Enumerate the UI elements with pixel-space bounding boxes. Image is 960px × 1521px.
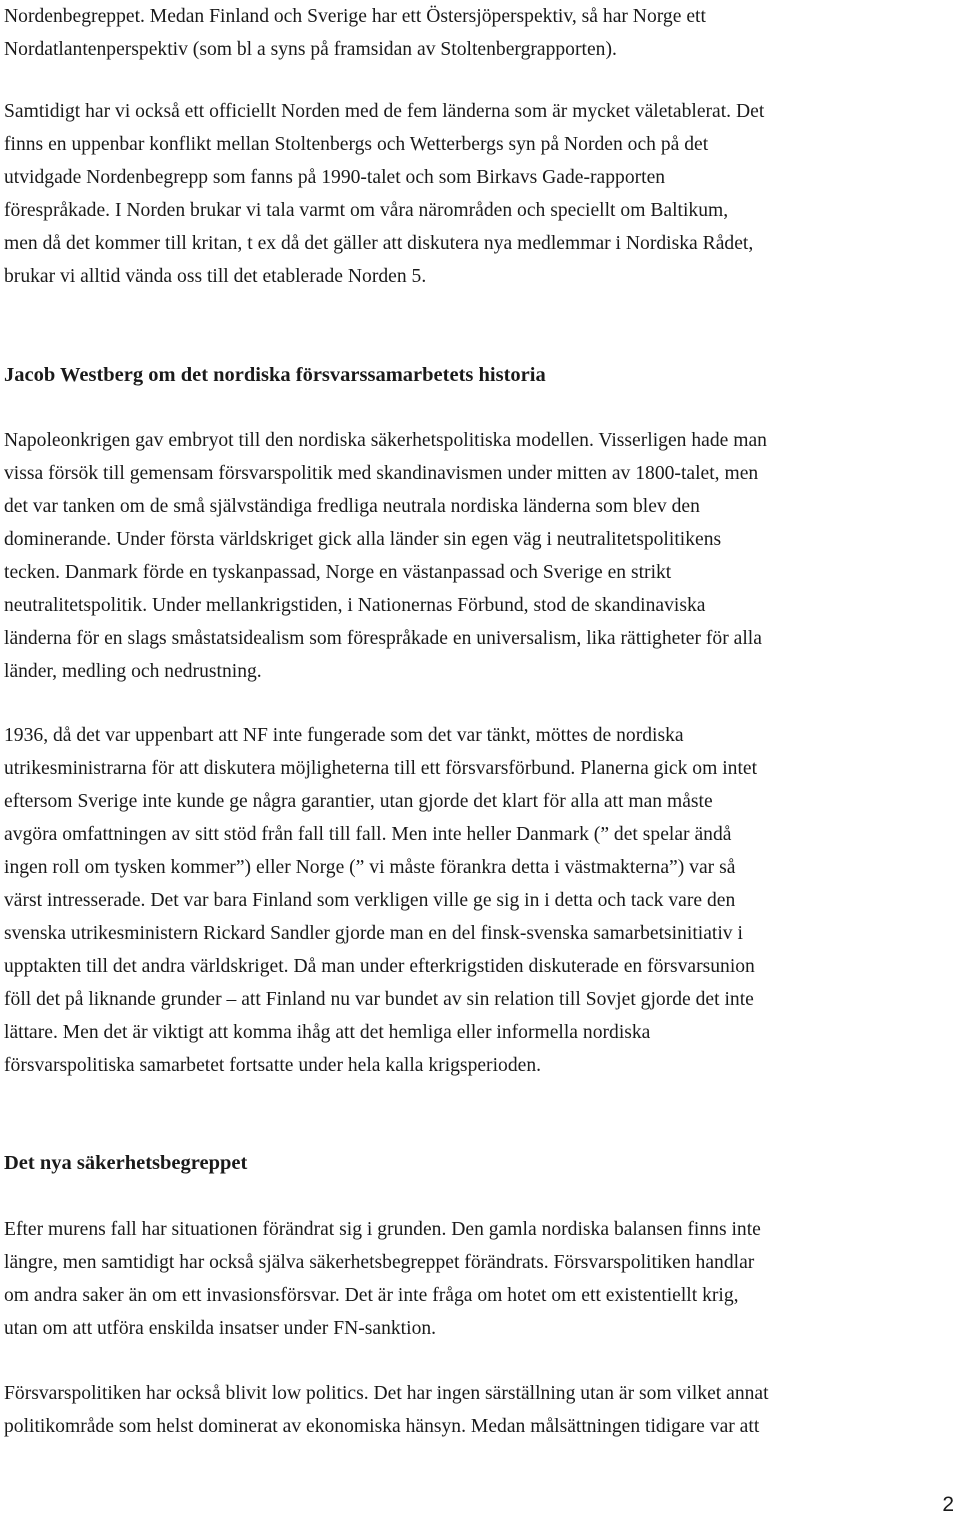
text-line: vissa försök till gemensam försvarspolitik med skandinavismen under mitten av 1800-talet, men <box>4 463 759 484</box>
paragraph-after-wall <box>4 1213 956 1345</box>
text-line: Nordenbegreppet. Medan Finland och Sverige har ett Östersjöperspektiv, så har Norge ett <box>4 6 706 27</box>
text-line: om andra saker än om ett invasionsförsvar. Det är inte fråga om hotet om ett existentiellt krig, <box>4 1285 739 1306</box>
text-line: Napoleonkrigen gav embryot till den nordiska säkerhetspolitiska modellen. Visserligen hade man <box>4 430 767 451</box>
text-line: det var tanken om de små självständiga fredliga neutrala nordiska länderna som blev den <box>4 496 700 517</box>
text-line: länder, medling och nedrustning. <box>4 661 262 682</box>
text-line: förespråkade. I Norden brukar vi tala varmt om våra närområden och speciellt om Baltikum, <box>4 200 729 221</box>
text-line: försvarspolitiska samarbetet fortsatte under hela kalla krigsperioden. <box>4 1055 542 1076</box>
paragraph-intro-continued <box>4 0 956 66</box>
paragraph-official-norden <box>4 95 956 293</box>
section-heading-security-concept: Det nya säkerhetsbegreppet <box>4 1152 248 1174</box>
paragraph-napoleon <box>4 424 956 688</box>
text-line: finns en uppenbar konflikt mellan Stoltenbergs och Wetterbergs syn på Norden och på det <box>4 134 709 155</box>
text-line: längre, men samtidigt har också själva säkerhetsbegreppet förändrats. Försvarspolitiken handlar <box>4 1252 755 1273</box>
text-line: eftersom Sverige inte kunde ge några garantier, utan gjorde det klart för alla att man måste <box>4 791 713 812</box>
text-line: Samtidigt har vi också ett officiellt Norden med de fem länderna som är mycket väletablerat. Det <box>4 101 765 122</box>
paragraph-1936 <box>4 719 956 1082</box>
text-line: politikområde som helst dominerat av ekonomiska hänsyn. Medan målsättningen tidigare var att <box>4 1416 760 1437</box>
page-number: 2 <box>942 1493 954 1516</box>
text-line: föll det på liknande grunder – att Finland nu var bundet av sin relation till Sovjet gjorde det inte <box>4 989 754 1010</box>
text-line: utvidgade Nordenbegrepp som fanns på 1990-talet och som Birkavs Gade-rapporten <box>4 167 666 188</box>
text-line: Efter murens fall har situationen förändrat sig i grunden. Den gamla nordiska balansen finns inte <box>4 1219 761 1240</box>
text-line: neutralitetspolitik. Under mellankrigstiden, i Nationernas Förbund, stod de skandinaviska <box>4 595 706 616</box>
text-line: utrikesministrarna för att diskutera möjligheterna till ett försvarsförbund. Planerna gick om intet <box>4 758 758 779</box>
text-line: tecken. Danmark förde en tyskanpassad, Norge en västanpassad och Sverige en strikt <box>4 562 672 583</box>
section-heading-westberg: Jacob Westberg om det nordiska försvarssamarbetets historia <box>4 364 546 386</box>
text-line: lättare. Men det är viktigt att komma ihåg att det hemliga eller informella nordiska <box>4 1022 651 1043</box>
text-line: länderna för en slags småstatsidealism som förespråkade en universalism, lika rättigheter för alla <box>4 628 762 649</box>
paragraph-low-politics <box>4 1377 956 1443</box>
text-line: värst intresserade. Det var bara Finland som verkligen ville ge sig in i detta och tack vare den <box>4 890 736 911</box>
text-line: ingen roll om tysken kommer”) eller Norge (” vi måste förankra detta i västmakterna”) var så <box>4 857 736 878</box>
text-line: avgöra omfattningen av sitt stöd från fall till fall. Men inte heller Danmark (” det spelar ändå <box>4 824 732 845</box>
text-line: upptakten till det andra världskriget. Då man under efterkrigstiden diskuterade en försvarsunion <box>4 956 755 977</box>
text-line: dominerande. Under första världskriget gick alla länder sin egen väg i neutralitetspolitikens <box>4 529 722 550</box>
text-line: brukar vi alltid vända oss till det etablerade Norden 5. <box>4 266 427 287</box>
text-line: utan om att utföra enskilda insatser under FN-sanktion. <box>4 1318 437 1339</box>
text-line: Nordatlantenperspektiv (som bl a syns på framsidan av Stoltenbergrapporten). <box>4 39 617 60</box>
text-line: 1936, då det var uppenbart att NF inte fungerade som det var tänkt, möttes de nordiska <box>4 725 684 746</box>
text-line: Försvarspolitiken har också blivit low politics. Det har ingen särställning utan är som vilket annat <box>4 1383 769 1404</box>
text-line: svenska utrikesministern Rickard Sandler gjorde man en del finsk-svenska samarbetsinitiativ i <box>4 923 743 944</box>
text-line: men då det kommer till kritan, t ex då det gäller att diskutera nya medlemmar i Nordiska Rådet, <box>4 233 754 254</box>
